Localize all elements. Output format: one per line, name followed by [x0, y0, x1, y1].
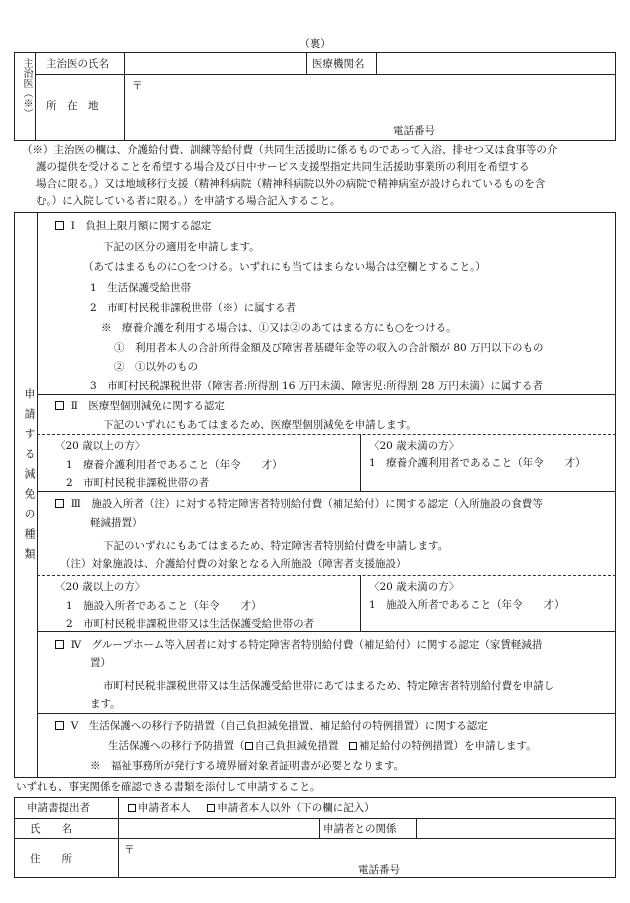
section-5-title [55, 719, 488, 733]
doctor-note-line: （※）主治医の欄は、介護給付費、訓練等給付費（共同生活援助に係るものであって入浴、排せつ又は食事等の介 [22, 144, 558, 156]
section-2-title [55, 399, 225, 413]
other-option-label: 申請者本人以外（下の欄に記入） [217, 802, 375, 814]
applicant-address-label: 住 所 [30, 853, 72, 865]
section-5-text [108, 739, 537, 753]
institution-label: 医療機関名 [312, 58, 365, 70]
section-2-checkbox[interactable] [55, 401, 64, 410]
section-3-title-text: Ⅲ 施設入所者（注）に対する特定障害者特別給付費（補足給付）に関する認定（入所施設の食費等 [70, 498, 543, 510]
section-2-over20-label: 〈20 歳以上の方〉 [55, 440, 146, 452]
self-option-label: 申請者本人 [138, 802, 191, 814]
section-3-note: （注）対象施設は、介護給付費の対象となる入所施設（障害者支援施設） [60, 558, 407, 570]
divider [306, 52, 307, 74]
section-1-option: 2 市町村民税非課税世帯（※）に属する者 [90, 302, 297, 314]
self-checkbox[interactable] [128, 804, 136, 812]
divider [14, 818, 616, 819]
section-1-suboption: ② ①以外のもの [114, 361, 198, 373]
section-1-option: 3 市町村民税課税世帯（障害者:所得割 16 万円未満、障害児:所得割 28 万円未満）に属する者 [90, 380, 543, 392]
divider [124, 52, 125, 141]
applicant-phone-label: 電話番号 [358, 864, 400, 876]
divider [37, 491, 616, 492]
doctor-note-line: 場合に限る。）又は地域移行支援（精神科病院（精神科病院以外の病院で精神病室が設けられているものを含 [36, 178, 546, 190]
section-2-title-text: Ⅱ 医療型個別減免に関する認定 [70, 400, 225, 412]
section-2-text: 下記のいずれにもあてはまるため、医療型個別減免を申請します。 [103, 419, 417, 431]
self-burden-checkbox[interactable] [245, 742, 253, 750]
section-5-note: ※ 福祉事務所が発行する境界層対象者証明書が必要となります。 [90, 760, 405, 772]
section-3-over20-item: 2 市町村民税非課税世帯又は生活保護受給世帯の者 [66, 618, 315, 630]
doctor-note-line: む。）に入院している者に限る。）を申請する場合記入すること。 [36, 195, 341, 207]
section-1-text: 下記の区分の適用を申請します。 [103, 241, 260, 253]
section-1-suboption: ① 利用者本人の合計所得金額及び障害者基礎年金等の収入の合計額が 80 万円以下のもの [114, 342, 544, 354]
doctor-address-label: 所 在 地 [46, 100, 99, 112]
section-2-over20-item: 2 市町村民税非課税世帯の者 [66, 477, 210, 489]
section-1-text: （あてはまるものに○をつける。いずれにも当てはまらない場合は空欄とすること。） [83, 261, 486, 273]
submitter-label: 申請書提出者 [27, 802, 90, 814]
section-3-over20-item: 1 施設入所者であること（年令 才） [66, 600, 262, 612]
section-4-title-cont: 置） [90, 657, 111, 669]
divider [14, 838, 616, 839]
doctor-name-label: 主治医の氏名 [46, 58, 109, 70]
divider [360, 575, 361, 631]
reduction-side-label: 申請する減免の種類 [23, 388, 36, 568]
section-5-checkbox[interactable] [55, 721, 64, 730]
section-2-under20-item: 1 療養介護利用者であること（年令 才） [369, 457, 586, 469]
section-3-under20-label: 〈20 歳未満の方〉 [369, 581, 460, 593]
applicant-name-label: 氏 名 [30, 823, 72, 835]
section-1-title [55, 219, 211, 233]
supplement-special-checkbox[interactable] [349, 742, 357, 750]
section-5-text-b: 自己負担減免措置 [254, 740, 349, 752]
doctor-phone-label: 電話番号 [393, 125, 435, 137]
section-3-checkbox[interactable] [55, 499, 64, 508]
divider [35, 74, 616, 75]
divider [360, 434, 361, 491]
section-3-title-cont: 軽減措置） [90, 517, 143, 529]
section-3-over20-label: 〈20 歳以上の方〉 [55, 581, 146, 593]
divider [118, 797, 119, 878]
doctor-note-line: 護の提供を受けることを希望する場合及び日中サービス支援型指定共同生活援助事業所の利用を希望する [36, 161, 530, 173]
doctor-postal-mark: 〒 [132, 80, 143, 92]
doctor-section-label: 主治医（※） [21, 58, 32, 118]
divider [37, 394, 616, 395]
section-1-title-text: Ⅰ 負担上限月額に関する認定 [70, 220, 212, 232]
section-1-option: 1 生活保護受給世帯 [90, 282, 192, 294]
section-1-note: ※ 療養介護を利用する場合は、①又は②のあてはまる方にも○をつける。 [101, 322, 457, 334]
section-4-text: ます。 [90, 698, 121, 710]
submitter-options [128, 801, 375, 815]
section-4-text: 市町村民税非課税世帯又は生活保護受給世帯にあてはまるため、特定障害者特別給付費を申請し [103, 680, 555, 692]
divider [376, 52, 377, 74]
other-checkbox[interactable] [207, 804, 215, 812]
attach-note: いずれも、事実関係を確認できる書類を添付して申請すること。 [16, 781, 321, 793]
relation-label: 申請者との関係 [323, 823, 397, 835]
divider [37, 212, 38, 778]
section-3-text: 下記のいずれにもあてはまるため、特定障害者特別給付費を申請します。 [103, 540, 449, 552]
section-3-under20-item: 1 施設入所者であること（年令 才） [369, 599, 565, 611]
divider [37, 434, 616, 435]
divider [35, 52, 36, 141]
section-1-checkbox[interactable] [55, 221, 64, 230]
divider [319, 818, 320, 838]
divider [37, 631, 616, 632]
relation-field[interactable] [420, 820, 614, 836]
section-4-title-text: Ⅳ グループホーム等入居者に対する特定障害者特別給付費（補足給付）に関する認定（家賃軽減措 [70, 639, 543, 651]
section-5-text-c: 補足給付の特例措置）を申請します。 [359, 740, 537, 752]
applicant-postal-mark: 〒 [124, 844, 135, 856]
divider [37, 575, 616, 576]
section-4-checkbox[interactable] [55, 640, 64, 649]
section-3-title [55, 497, 543, 511]
page-side-label: （裏） [299, 38, 331, 50]
divider [37, 713, 616, 714]
section-5-title-text: Ⅴ 生活保護への移行予防措置（自己負担減免措置、補足給付の特例措置）に関する認定 [70, 720, 488, 732]
section-2-under20-label: 〈20 歳未満の方〉 [369, 440, 460, 452]
applicant-name-field[interactable] [122, 820, 316, 836]
section-4-title [55, 638, 542, 652]
divider [416, 818, 417, 838]
section-5-text-a: 生活保護への移行予防措置（ [108, 740, 245, 752]
section-2-over20-item: 1 療養介護利用者であること（年令 才） [66, 459, 283, 471]
